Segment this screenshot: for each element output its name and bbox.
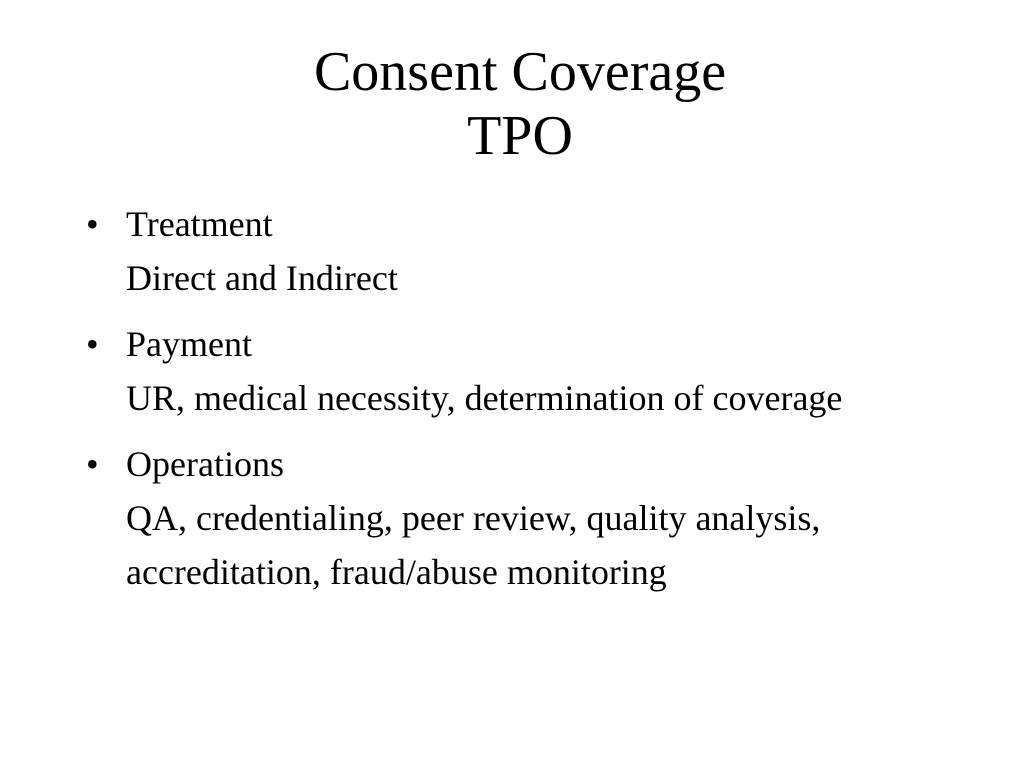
- bullet-detail: Direct and Indirect: [126, 258, 398, 298]
- bullet-icon: •: [86, 444, 99, 484]
- slide-title-line-2: TPO: [467, 105, 573, 167]
- bullet-icon: •: [86, 204, 99, 244]
- bullet-detail: QA, credentialing, peer review, quality analysis, accreditation, fraud/abuse monitoring: [126, 498, 821, 592]
- bullet-heading: Treatment: [126, 204, 273, 244]
- slide-title-line-1: Consent Coverage: [313, 41, 727, 103]
- bullet-item-operations: [86, 437, 906, 599]
- bullet-detail: UR, medical necessity, determination of coverage: [126, 378, 843, 418]
- bullet-item-payment: [86, 317, 906, 425]
- bullet-list: [86, 197, 906, 611]
- bullet-item-treatment: [86, 197, 906, 305]
- slide-title: [0, 40, 1024, 168]
- bullet-heading: Payment: [126, 324, 252, 364]
- bullet-heading: Operations: [126, 444, 284, 484]
- bullet-icon: •: [86, 324, 99, 364]
